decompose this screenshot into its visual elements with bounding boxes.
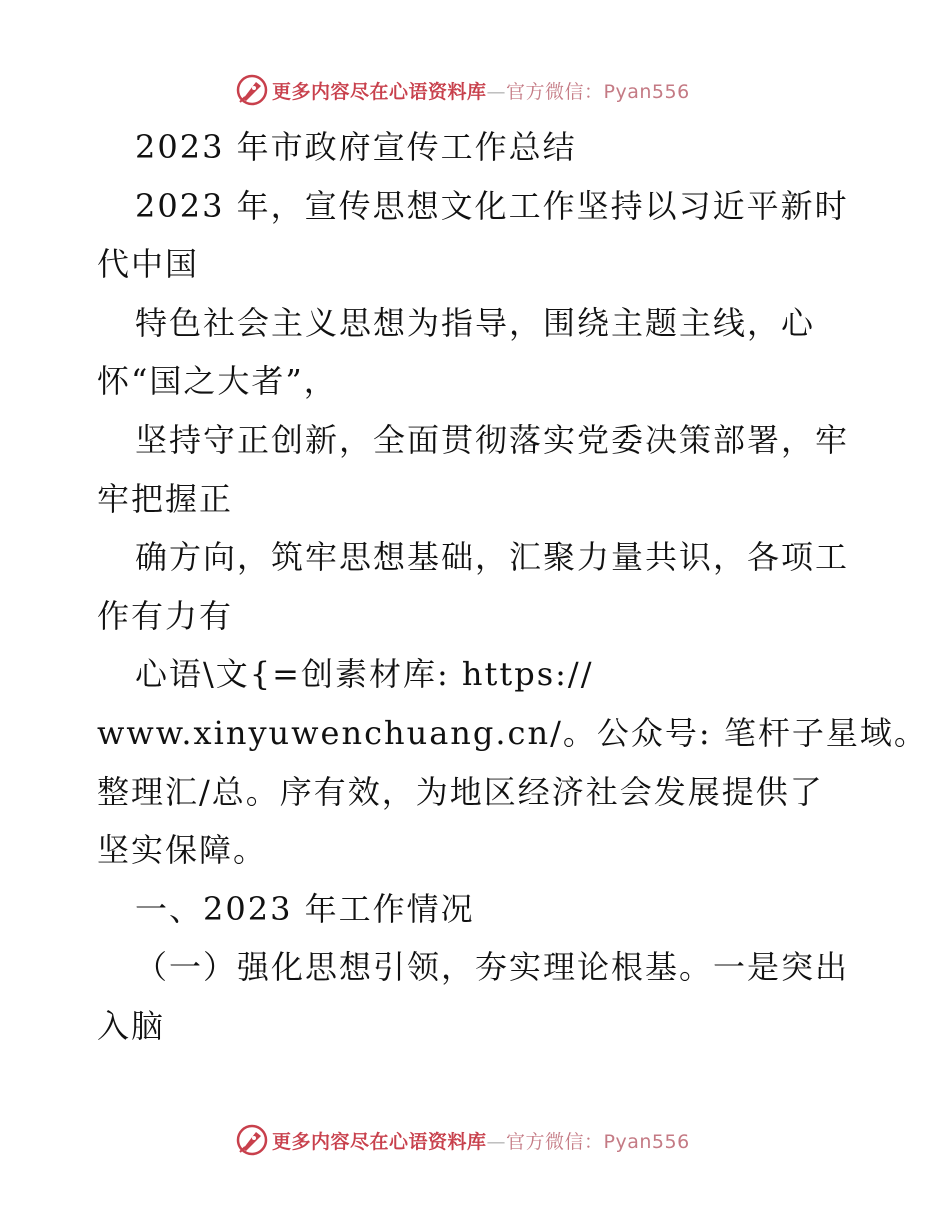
text-line: 确方向，筑牢思想基础，汇聚力量共识，各项工 (135, 538, 850, 577)
footer-banner-wechat-label: 官方微信： (506, 1130, 604, 1153)
text-line: 心语\文{=创素材库: https:// (135, 655, 594, 694)
text-line: 特色社会主义思想为指导，围绕主题主线，心 (135, 303, 816, 342)
text-line: 作有力有 (97, 596, 234, 635)
text-line: 坚持守正创新，全面贯彻落实党委决策部署，牢 (135, 420, 850, 459)
text-line: 坚实保障。 (97, 831, 268, 870)
text-line: 怀“国之大者”， (97, 362, 338, 401)
header-banner-main: 更多内容尽在心语资料库 (272, 80, 487, 103)
text-line: 2023 年，宣传思想文化工作坚持以习近平新时 (135, 186, 849, 225)
header-banner-text (272, 77, 690, 104)
footer-banner-text (272, 1127, 690, 1154)
footer-banner (234, 1120, 754, 1160)
pen-nib-logo-icon (234, 72, 270, 108)
document-title: 2023 年市政府宣传工作总结 (135, 128, 577, 166)
document-body (97, 118, 928, 1056)
footer-banner-separator: — (486, 1130, 507, 1153)
text-line: 入脑 (97, 1006, 166, 1045)
text-line: www.xinyuwenchuang.cn/。公众号: 笔杆子星域。 (97, 713, 928, 752)
header-banner-wechat-label: 官方微信： (506, 80, 604, 103)
header-banner-account: Pyan556 (603, 80, 690, 103)
footer-banner-account: Pyan556 (603, 1130, 690, 1153)
text-line: 牢把握正 (97, 479, 234, 518)
header-banner-separator: — (486, 80, 507, 103)
header-banner (234, 70, 754, 110)
pen-nib-logo-icon (234, 1122, 270, 1158)
text-line: 代中国 (97, 245, 200, 284)
text-line: 整理汇/总。序有效，为地区经济社会发展提供了 (97, 772, 824, 811)
section-heading: 一、2023 年工作情况 (135, 889, 475, 928)
text-line: （一）强化思想引领，夯实理论根基。一是突出 (135, 948, 850, 987)
footer-banner-main: 更多内容尽在心语资料库 (272, 1130, 487, 1153)
